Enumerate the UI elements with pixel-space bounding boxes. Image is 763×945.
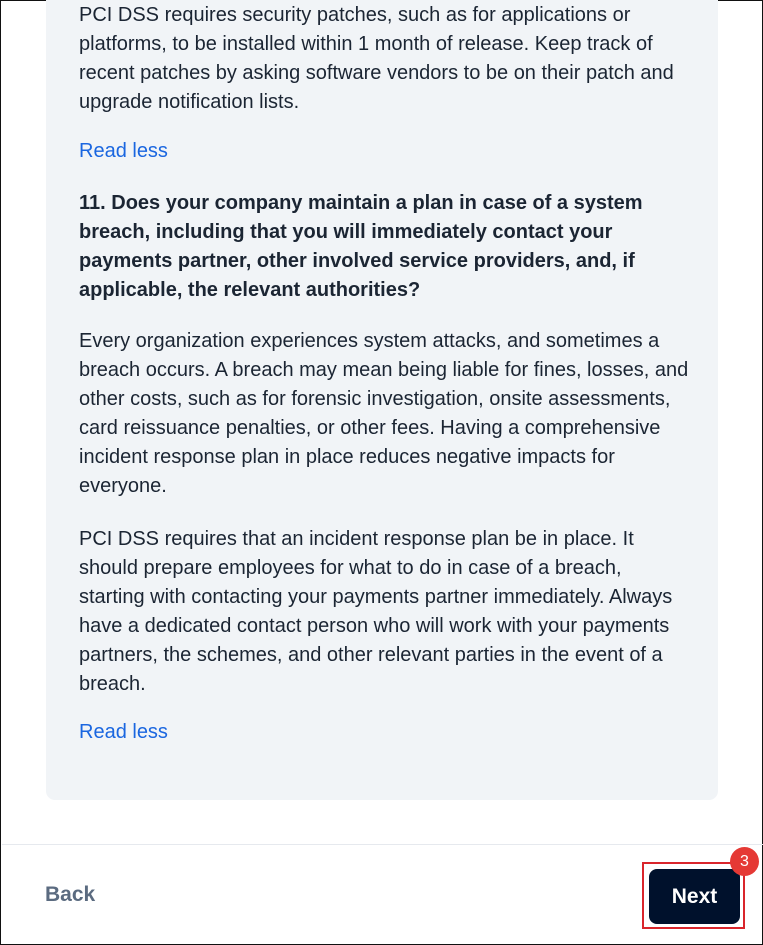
read-less-link-2[interactable]: Read less bbox=[79, 721, 168, 743]
breach-paragraph-1: Every organization experiences system attacks, and sometimes a breach occurs. A breach may mean being liable for fines, losses, and other costs, such as for forensic investigation, onsite assessments, card reissuance penalties, or other fees. Having a comprehensive incident response plan in place reduces negative impacts for everyone. bbox=[79, 330, 689, 497]
faq-card bbox=[46, 0, 718, 800]
step-badge: 3 bbox=[730, 847, 759, 876]
breach-paragraph-2: PCI DSS requires that an incident response plan be in place. It should prepare employees for what to do in case of a breach, starting with contacting your payments partner immediately. Always have a dedicated contact person who will work with your payments partners, the schemes, and other relevant parties in the event of a breach. bbox=[79, 528, 673, 695]
next-button[interactable]: Next bbox=[649, 869, 740, 924]
question-11-heading: 11. Does your company maintain a plan in case of a system breach, including that you will immediately contact your payments partner, other involved service providers, and, if applicable, the relevant authorities? bbox=[79, 192, 643, 301]
footer-divider bbox=[2, 844, 763, 845]
patches-paragraph: PCI DSS requires security patches, such as for applications or platforms, to be installed within 1 month of release. Keep track of recent patches by asking software vendors to be on their patch and upgrade notification lists. bbox=[79, 4, 674, 113]
back-button[interactable]: Back bbox=[45, 883, 96, 906]
read-less-link-1[interactable]: Read less bbox=[79, 140, 168, 162]
